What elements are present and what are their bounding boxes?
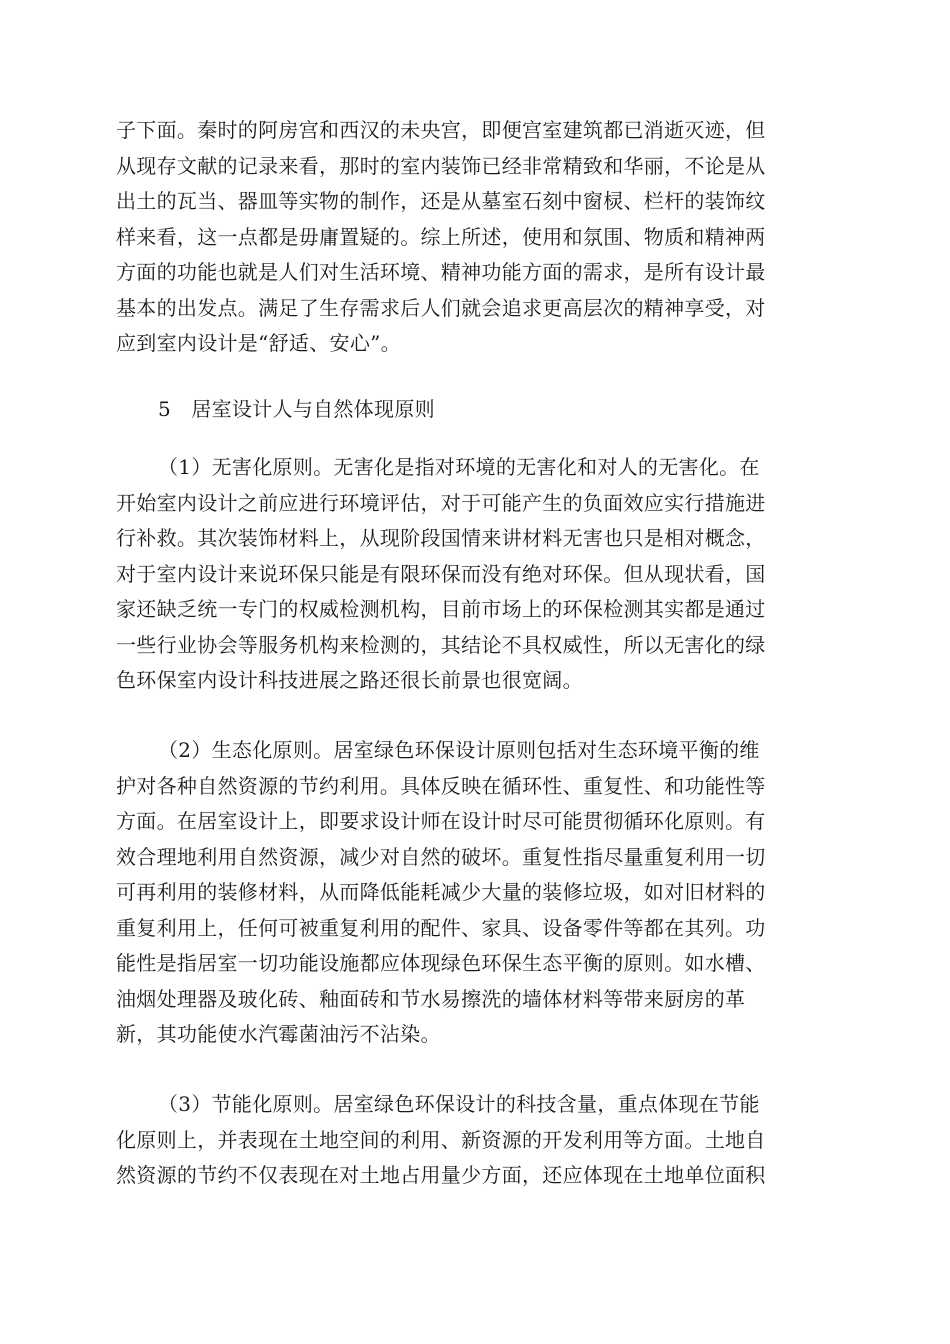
text-line: 化原则上，并表现在土地空间的利用、新资源的开发利用等方面。土地自 <box>116 1127 766 1152</box>
text-line: 护对各种自然资源的节约利用。具体反映在循环性、重复性、和功能性等 <box>116 773 766 798</box>
text-line: 从现存文献的记录来看，那时的室内装饰已经非常精致和华丽，不论是从 <box>116 153 766 178</box>
text-line: 方面的功能也就是人们对生活环境、精神功能方面的需求，是所有设计最 <box>116 260 766 284</box>
paragraph-ecological-principle <box>116 733 836 1053</box>
section-heading-text: 5 居室设计人与自然体现原则 <box>158 397 435 421</box>
text-line: 家还缺乏统一专门的权威检测机构，目前市场上的环保检测其实都是通过 <box>116 597 766 621</box>
text-line: 基本的出发点。满足了生存需求后人们就会追求更高层次的精神享受，对 <box>116 295 766 320</box>
text-line: 子下面。秦时的阿房宫和西汉的未央宫，即便宫室建筑都已消逝灭迹，但 <box>116 118 766 142</box>
text-line: 效合理地利用自然资源，减少对自然的破坏。重复性指尽量重复利用一切 <box>116 844 766 869</box>
paragraph-harmless-principle <box>116 450 836 699</box>
paragraph-energy-saving-principle <box>116 1087 836 1194</box>
text-line: （2）生态化原则。居室绿色环保设计原则包括对生态环境平衡的维 <box>158 738 760 762</box>
text-line: 方面。在居室设计上，即要求设计师在设计时尽可能贯彻循环化原则。有 <box>116 809 766 833</box>
text-line: 应到室内设计是“舒适、安心”。 <box>116 331 401 355</box>
text-line: 开始室内设计之前应进行环境评估，对于可能产生的负面效应实行措施进 <box>116 490 766 515</box>
text-line: 油烟处理器及玻化砖、釉面砖和节水易擦洗的墙体材料等带来厨房的革 <box>116 986 746 1011</box>
text-line: 一些行业协会等服务机构来检测的，其结论不具权威性，所以无害化的绿 <box>116 632 766 657</box>
text-line: 能性是指居室一切功能设施都应体现绿色环保生态平衡的原则。如水槽、 <box>116 951 766 975</box>
text-line: 对于室内设计来说环保只能是有限环保而没有绝对环保。但从现状看，国 <box>116 561 766 586</box>
text-line: 重复利用上，任何可被重复利用的配件、家具、设备零件等都在其列。功 <box>116 915 766 940</box>
text-line: 样来看，这一点都是毋庸置疑的。综上所述，使用和氛围、物质和精神两 <box>116 224 766 249</box>
text-line: 色环保室内设计科技进展之路还很长前景也很宽阔。 <box>116 668 583 692</box>
section-heading <box>116 392 836 428</box>
paragraph-intro-continuation <box>116 113 836 362</box>
text-line: 新，其功能使水汽霉菌油污不沾染。 <box>116 1022 441 1046</box>
text-line: 可再利用的装修材料，从而降低能耗减少大量的装修垃圾，如对旧材料的 <box>116 880 766 904</box>
text-line: 行补救。其次装饰材料上，从现阶段国情来讲材料无害也只是相对概念， <box>116 526 766 550</box>
text-line: 然资源的节约不仅表现在对土地占用量少方面，还应体现在土地单位面积 <box>116 1163 766 1187</box>
text-line: （1）无害化原则。无害化是指对环境的无害化和对人的无害化。在 <box>158 455 760 479</box>
text-line: （3）节能化原则。居室绿色环保设计的科技含量，重点体现在节能 <box>158 1092 760 1116</box>
text-line: 出土的瓦当、器皿等实物的制作，还是从墓室石刻中窗棂、栏杆的装饰纹 <box>116 189 766 213</box>
